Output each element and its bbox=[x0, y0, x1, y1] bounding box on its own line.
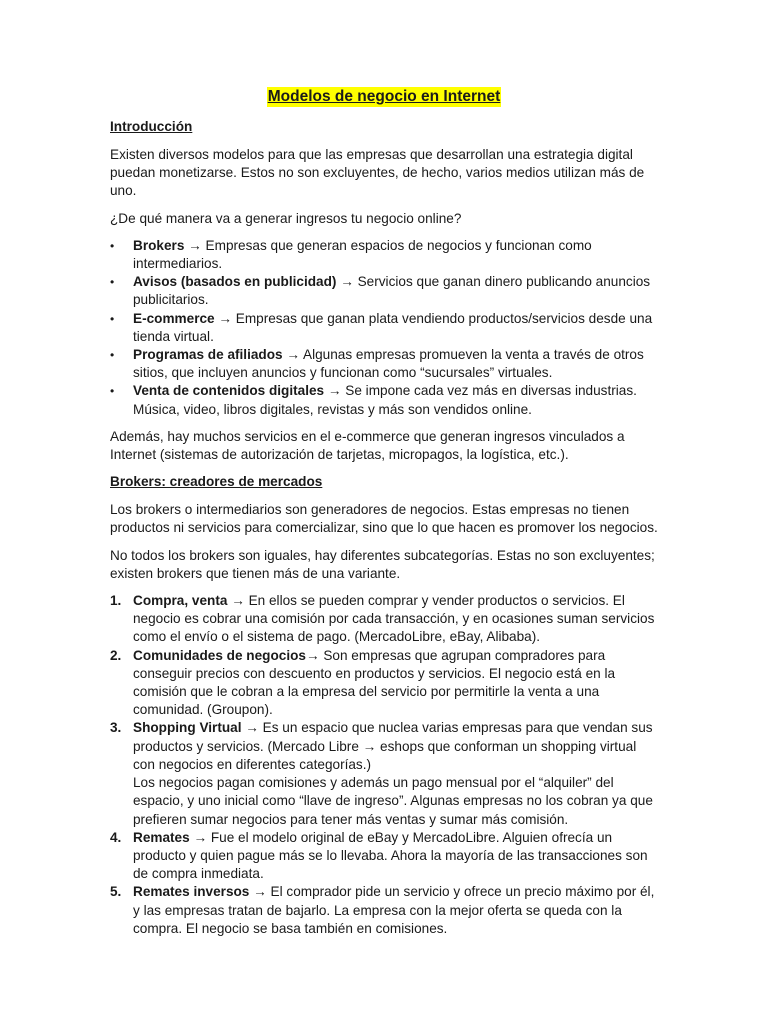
intro-paragraph-3: Además, hay muchos servicios en el e-commerce que generan ingresos vinculados a Internet (sistemas de autorización de tarjetas, micropagos, la logística, etc.). bbox=[110, 428, 625, 463]
list-item bbox=[110, 273, 658, 309]
list-number: 4. bbox=[110, 829, 122, 845]
list-number: 5. bbox=[110, 884, 122, 900]
brokers-numbered-list bbox=[110, 592, 658, 938]
list-item-term: Avisos (basados en publicidad) bbox=[133, 274, 337, 290]
list-item-term: Programas de afiliados bbox=[133, 347, 283, 363]
brokers-paragraph-2: No todos los brokers son iguales, hay diferentes subcategorías. Estas no son excluyentes; existen brokers que tienen más de una variante. bbox=[110, 547, 655, 581]
intro-paragraph-2: ¿De qué manera va a generar ingresos tu negocio online? bbox=[110, 210, 462, 226]
list-item-text: Es un espacio que nuclea varias empresas para que vendan sus productos y servicios. (Mercado Libre → eshops que conforman un shopping virtual con negocios en diferentes categorías.) bbox=[133, 720, 653, 772]
list-item bbox=[110, 382, 658, 418]
arrow-icon: → bbox=[231, 593, 245, 609]
list-item-text: En ellos se pueden comprar y vender productos o servicios. El negocio es cobrar una comisión por cada transacción, y en ocasiones suman servicios como el envío o el sistema de pago. (MercadoLibre, eBay, Alibaba). bbox=[133, 593, 655, 645]
list-item-text: Algunas empresas promueven la venta a través de otros sitios, que incluyen anuncios y funcionan como “sucursales” virtuales. bbox=[133, 347, 644, 381]
list-item bbox=[110, 310, 658, 346]
list-item-extra-text: Los negocios pagan comisiones y además un pago mensual por el “alquiler” del espacio, y uno inicial como “llave de ingreso”. Algunas empresas no los cobran ya que prefieren sumar negocios para tener más ventas y sumar más comisión. bbox=[133, 775, 653, 827]
arrow-icon: → bbox=[286, 347, 300, 363]
list-item-term: Brokers bbox=[133, 237, 185, 253]
list-item-text: Servicios que ganan dinero publicando anuncios publicitarios. bbox=[133, 274, 651, 308]
arrow-icon: → bbox=[327, 383, 342, 399]
list-item-term: Venta de contenidos digitales bbox=[133, 383, 325, 399]
list-item bbox=[110, 592, 658, 647]
brokers-paragraph-1: Los brokers o intermediarios son generadores de negocios. Estas empresas no tienen productos ni servicios para comercializar, sino que lo que hacen es promover los negocios. bbox=[110, 502, 658, 536]
list-item-text: Empresas que ganan plata vendiendo productos/servicios desde una tienda virtual. bbox=[133, 310, 653, 344]
list-item-text: Empresas que generan espacios de negocios y funcionan como intermediarios. bbox=[133, 237, 592, 272]
arrow-icon: → bbox=[305, 647, 320, 663]
list-item-term: Comunidades de negocios bbox=[133, 647, 306, 663]
intro-paragraph-1: Existen diversos modelos para que las empresas que desarrollan una estrategia digital puedan monetizarse. Estos no son excluyentes, de hecho, varios medios utilizan más de uno. bbox=[110, 147, 645, 199]
bullet-icon: • bbox=[110, 348, 115, 363]
arrow-icon: → bbox=[245, 720, 259, 736]
list-item-text: El comprador pide un servicio y ofrece un precio máximo por él, y las empresas tratan de bajarlo. La empresa con la mejor oferta se queda con la compra. El negocio se basa también en comisiones. bbox=[133, 884, 655, 936]
list-item-term: E-commerce bbox=[133, 310, 215, 326]
arrow-icon: → bbox=[340, 274, 354, 290]
title-wrap bbox=[110, 87, 658, 107]
list-number: 3. bbox=[110, 720, 122, 736]
list-number: 1. bbox=[110, 593, 122, 609]
list-item bbox=[110, 346, 658, 382]
list-item-text: Fue el modelo original de eBay y MercadoLibre. Alguien ofrecía un producto y quien pague más se lo llevaba. Ahora la mayoría de las transacciones son de compra inmediata. bbox=[133, 829, 648, 882]
arrow-icon: → bbox=[188, 237, 202, 253]
list-item-term: Remates bbox=[133, 829, 190, 845]
list-item-text: Son empresas que agrupan compradores para conseguir precios con descuento en productos y servicios. El negocio está en la comisión que le cobran a la empresa del servicio por permitirle la venta a una comunidad. (Groupon). bbox=[133, 647, 616, 718]
document-title: Modelos de negocio en Internet bbox=[267, 88, 501, 105]
list-item-term: Shopping Virtual bbox=[133, 720, 242, 736]
arrow-icon: → bbox=[218, 310, 232, 326]
section-heading-brokers: Brokers: creadores de mercados bbox=[110, 474, 323, 490]
list-item bbox=[110, 829, 658, 884]
bullet-icon: • bbox=[110, 275, 115, 290]
list-item-term: Remates inversos bbox=[133, 884, 250, 900]
list-item bbox=[110, 719, 658, 828]
bullet-icon: • bbox=[110, 384, 115, 399]
list-item-text: Se impone cada vez más en diversas industrias. Música, video, libros digitales, revistas y más son vendidos online. bbox=[133, 383, 637, 417]
models-bullet-list bbox=[110, 237, 658, 419]
arrow-icon: → bbox=[193, 829, 208, 845]
bullet-icon: • bbox=[110, 311, 115, 326]
list-item bbox=[110, 237, 658, 273]
list-number: 2. bbox=[110, 647, 122, 663]
arrow-icon: → bbox=[253, 884, 267, 900]
bullet-icon: • bbox=[110, 238, 115, 253]
list-item bbox=[110, 647, 658, 720]
section-heading-introduccion: Introducción bbox=[110, 119, 193, 134]
list-item bbox=[110, 883, 658, 938]
list-item-term: Compra, venta bbox=[133, 593, 228, 609]
